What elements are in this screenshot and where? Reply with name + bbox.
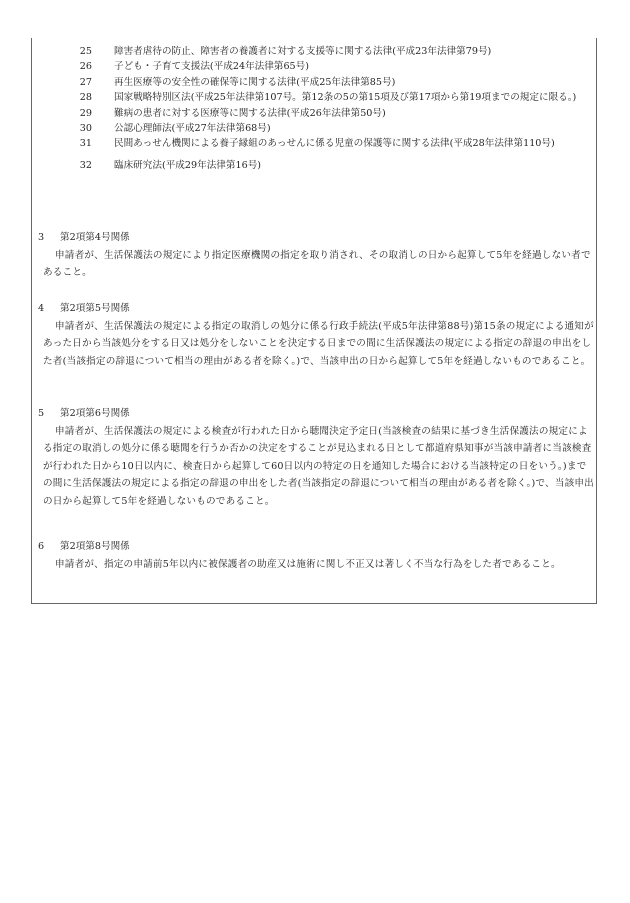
section-body: 申請者が、生活保護法の規定による指定の取消しの処分に係る行政手続法(平成5年法律第88号)第15条の規定による通知があった日から当該処分をする日又は処分をしないことを決定する日までの間に生活保護法の規定による指定の辞退の申出をした者(当該指定の辞退について相当の理由がある者を除く。)で、当該申出の日から起算して5年を経過しないものであること。 — [43, 320, 594, 367]
law-number: 29 — [79, 107, 92, 119]
law-number: 27 — [79, 76, 92, 88]
law-item — [31, 106, 597, 121]
section-number: 5 — [38, 408, 45, 419]
section-heading — [31, 300, 597, 318]
law-text: 臨床研究法(平成29年法律第16号) — [114, 159, 262, 171]
section-3 — [31, 229, 597, 282]
section-number: 6 — [38, 541, 45, 552]
law-item — [31, 90, 597, 105]
section-number: 3 — [38, 232, 45, 243]
law-number: 28 — [79, 92, 92, 104]
law-text: 国家戦略特別区法(平成25年法律第107号。第12条の5の第15項及び第17項から第19項までの規定に限る。) — [114, 92, 577, 104]
section-heading — [31, 229, 597, 247]
section-body: 申請者が、生活保護法の規定により指定医療機関の指定を取り消され、その取消しの日から起算して5年を経過しない者であること。 — [43, 249, 591, 278]
law-list — [31, 44, 597, 173]
law-item — [31, 44, 597, 59]
law-item — [31, 59, 597, 74]
law-item — [31, 121, 597, 136]
law-item — [31, 136, 597, 151]
law-number: 32 — [79, 159, 92, 171]
section-heading — [31, 405, 597, 423]
section-body: 申請者が、生活保護法の規定による検査が行われた日から聴聞決定予定日(当該検査の結果に基づき生活保護法の規定による指定の取消しの処分に係る聴聞を行うか否かの決定をすることが見込まれる日として都道府県知事が当該申請者に当該検査が行われた日から10日以内に、検査日から起算して60日以内の特定の日を通知した場合における当該特定の日をいう。)までの間に生活保護法の規定による指定の辞退の申出をした者(当該指定の辞退について相当の理由がある者を除く。)で、当該申出の日から起算して5年を経過しないものであること。 — [43, 425, 594, 507]
law-number: 31 — [79, 138, 92, 150]
law-text: 民間あっせん機関による養子縁組のあっせんに係る児童の保護等に関する法律(平成28年法律第110号) — [114, 138, 555, 150]
law-text: 子ども・子育て支援法(平成24年法律第65号) — [114, 61, 309, 73]
section-5 — [31, 405, 597, 510]
law-number: 26 — [79, 61, 92, 73]
law-text: 公認心理師法(平成27年法律第68号) — [114, 123, 271, 135]
law-text: 障害者虐待の防止、障害者の養護者に対する支援等に関する法律(平成23年法律第79号) — [114, 46, 492, 57]
law-text: 難病の患者に対する医療等に関する法律(平成26年法律第50号) — [114, 107, 386, 119]
law-item — [31, 75, 597, 90]
law-item — [31, 158, 597, 173]
law-text: 再生医療等の安全性の確保等に関する法律(平成25年法律第85号) — [114, 76, 396, 88]
law-number: 25 — [79, 46, 92, 57]
section-title: 第2項第6号関係 — [60, 408, 130, 419]
law-number: 30 — [79, 123, 92, 135]
section-4 — [31, 300, 597, 370]
section-title: 第2項第8号関係 — [60, 541, 130, 552]
section-title: 第2項第5号関係 — [60, 303, 130, 314]
section-heading — [31, 538, 597, 556]
section-body: 申請者が、指定の申請前5年以内に被保護者の助産又は施術に関し不正又は著しく不当な行為をした者であること。 — [55, 558, 561, 570]
section-6 — [31, 538, 597, 573]
section-title: 第2項第4号関係 — [60, 232, 130, 243]
section-number: 4 — [38, 303, 45, 314]
